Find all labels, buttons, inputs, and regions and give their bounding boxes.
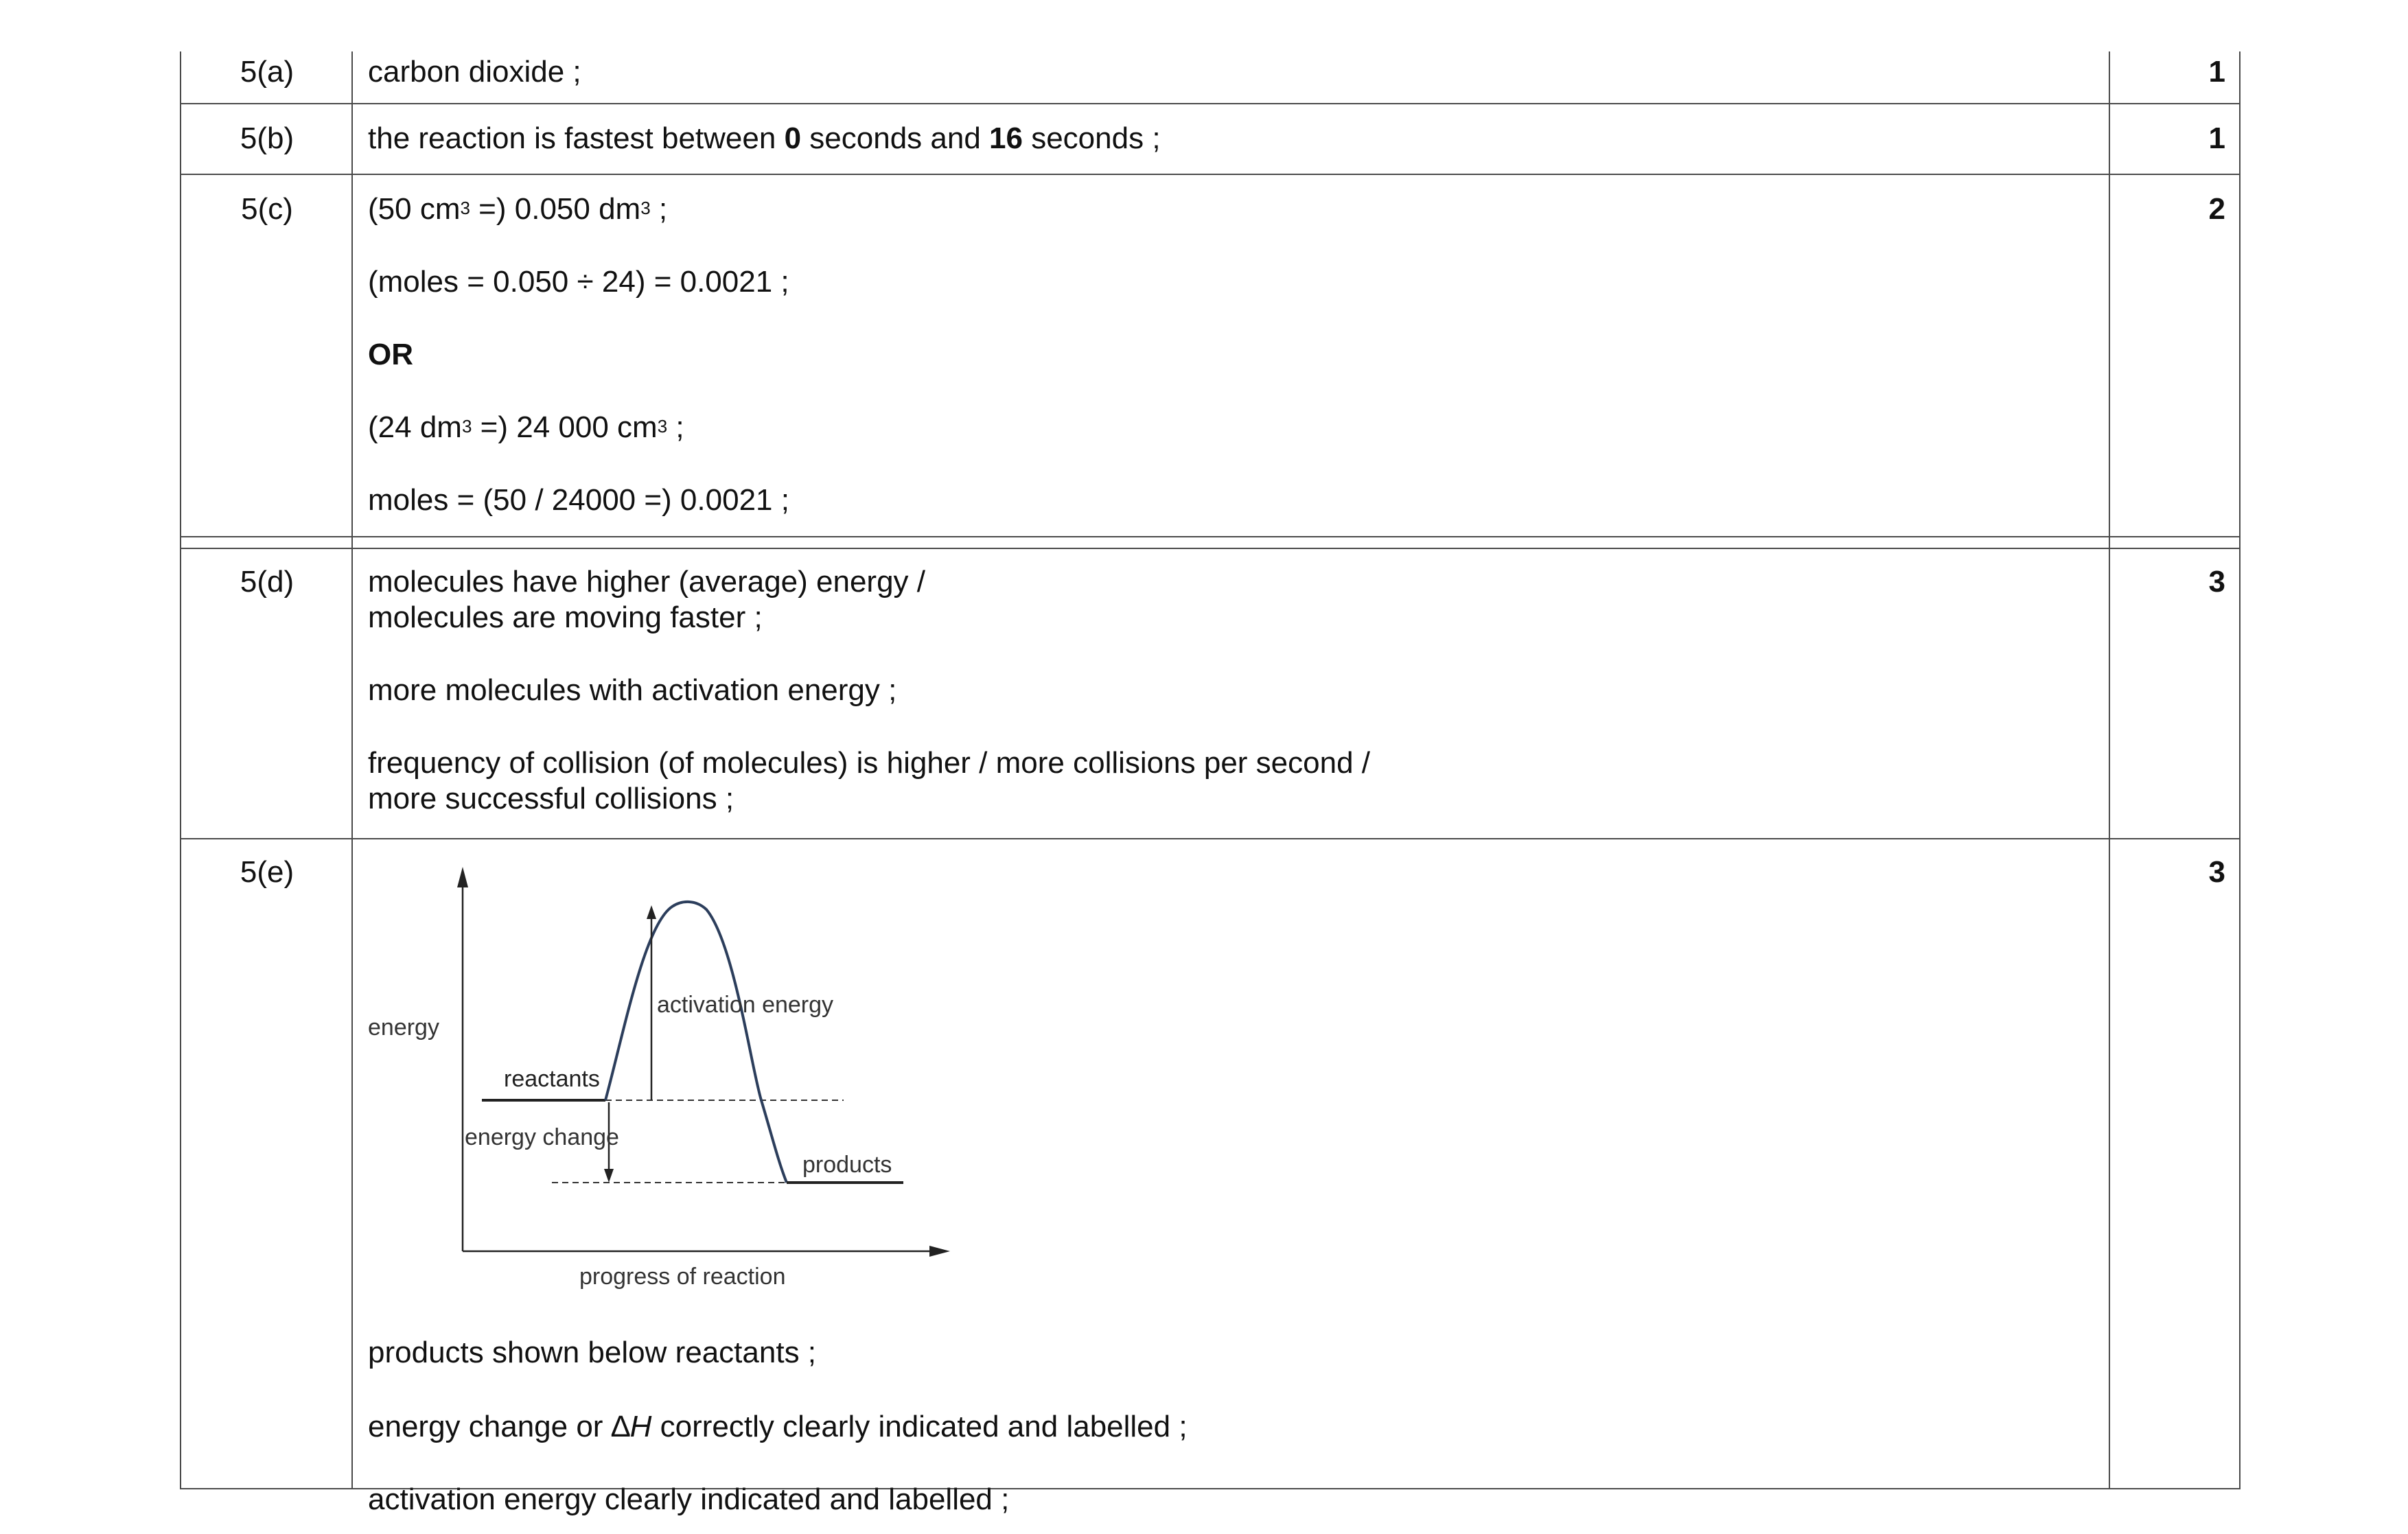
reaction-curve [605, 902, 787, 1183]
marks-value: 1 [2208, 121, 2225, 155]
energy-change-arrowhead [604, 1169, 614, 1183]
answer-line: molecules are moving faster ; [368, 601, 763, 634]
answer-line: more successful collisions ; [368, 782, 734, 815]
question-number: 5(d) [240, 565, 294, 599]
reactants-label: reactants [504, 1066, 600, 1092]
x-axis-label: progress of reaction [579, 1264, 786, 1290]
answer-text: the reaction is fastest between 0 seconds and 16 seconds ; [368, 121, 1161, 155]
y-axis-label: energy [368, 1014, 439, 1041]
row-5d [181, 549, 2239, 839]
question-number: 5(e) [240, 855, 294, 889]
row-5b [181, 104, 2239, 175]
question-number: 5(b) [240, 121, 294, 155]
activation-arrowhead [647, 905, 656, 919]
question-number: 5(c) [241, 192, 293, 226]
answer-line: (50 $cm^3$ =) 0.050 $dm^3$ ; [368, 192, 668, 226]
marks-value: 3 [2208, 855, 2225, 889]
row-5e [181, 839, 2239, 1516]
answer-line: energy change or ∆H correctly clearly indicated and labelled ; [368, 1410, 1188, 1443]
marks-value: 1 [2208, 55, 2225, 89]
mark-scheme-table [180, 51, 2241, 1516]
marks-value: 3 [2208, 565, 2225, 599]
energy-change-label: energy change [465, 1124, 619, 1150]
row-5a [181, 51, 2239, 104]
activation-energy-label: activation energy [657, 992, 834, 1018]
answer-line: molecules have higher (average) energy / [368, 565, 926, 599]
answer-line: frequency of collision (of molecules) is higher / more collisions per second / [368, 746, 1370, 780]
y-axis-arrowhead [457, 867, 468, 887]
energy-profile-diagram [360, 860, 1115, 1306]
row-5c [181, 175, 2239, 537]
answer-line: activation energy clearly indicated and labelled ; [368, 1483, 1010, 1516]
answer-line: more molecules with activation energy ; [368, 673, 897, 707]
answer-text: carbon dioxide ; [368, 55, 581, 89]
marks-value: 2 [2208, 192, 2225, 226]
answer-line: (24 $dm^3$ =) 24 000 $cm^3$ ; [368, 410, 684, 444]
answer-line: moles = (50 / 24000 =) 0.0021 ; [368, 483, 789, 517]
products-label: products [802, 1152, 892, 1178]
or-label: OR [368, 338, 413, 371]
answer-line: (moles = 0.050 ÷ 24) = 0.0021 ; [368, 265, 789, 299]
question-number: 5(a) [240, 55, 294, 89]
answer-line: products shown below reactants ; [368, 1336, 817, 1369]
x-axis-arrowhead [929, 1246, 950, 1257]
